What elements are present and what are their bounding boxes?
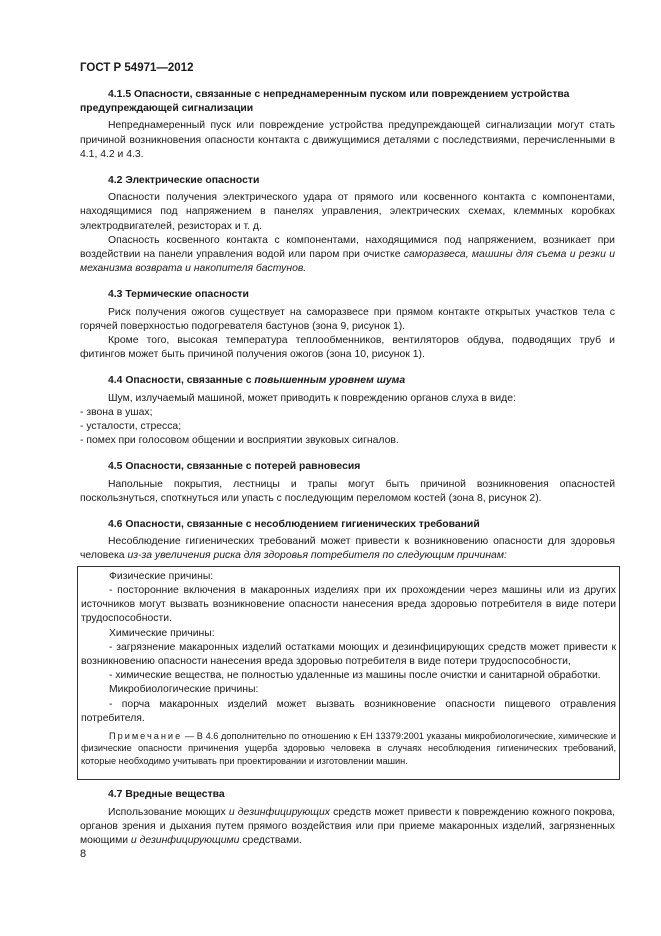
paragraph: - порча макаронных изделий может вызвать возникновение опасности пищевого отравления потребителя. (81, 698, 616, 724)
paragraph: Опасности получения электрического удара от прямого или косвенного контакта с компонентами, находящимися под напряжением в панелях управления, электрических схемах, клеммных коробках электродвигателей, резисторах и т. д. (80, 192, 615, 232)
paragraph: Непреднамеренный пуск или повреждение устройства предупреждающей сигнализации могут стать причиной возникновения опасности контакта с движущимися деталями с последствиями, перечисленными в 4.1, 4.2 и 4.3. (80, 120, 615, 160)
paragraph: Опасность косвенного контакта с компонентами, находящимися под напряжением, возникает при воздействии на панели управления водой или паром при очистке саморазвеса, машины для съема и резки и механизма возврата и накопителя бастунов. (80, 234, 615, 275)
note: Примечание — В 4.6 дополнительно по отношению к ЕН 13379:2001 указаны микробиологические, химические и физические опасности причинения ущерба здоровью человека в случаях несоблюдения гигиенических требований, которые необходимо учитывать при проектировании и изготовлении машин. (81, 730, 616, 766)
box-subheading: Микробиологические причины: (109, 684, 259, 696)
section-heading: 4.5 Опасности, связанные с потерей равновесия (108, 461, 361, 473)
paragraph: Использование моющих и дезинфицирующих средств может привести к повреждению кожного покрова, органов зрения и дыхания путем прямого воздействия или при приеме макаронных изделий, загрязненных моющими и дезинфицирующими средствами. (80, 806, 616, 846)
section-4-1-5 (80, 88, 615, 162)
section-heading: 4.4 Опасности, связанные с повышенным уровнем шума (108, 375, 406, 387)
box-subheading: Физические причины: (109, 570, 214, 582)
note-label: Примечание (109, 730, 183, 741)
section-4-3 (80, 288, 615, 362)
paragraph: - загрязнение макаронных изделий остатками моющих и дезинфицирующих средств может привести к возникновению опасности нанесения вреда здоровью потребителя в виде потери трудоспособности, (81, 641, 616, 667)
hygiene-causes-box (77, 566, 620, 781)
paragraph: - химические вещества, не полностью удаленные из машины после очистки и санитарной обработки. (109, 670, 601, 682)
paragraph: Риск получения ожогов существует на саморазвесе при прямом контакте открытых участков тела с горячей поверхностью подогревателя бастунов (зона 9, рисунок 1). (80, 306, 615, 332)
list-item: - звона в ушах; (80, 406, 153, 418)
section-4-5 (80, 460, 615, 506)
section-4-4 (80, 374, 615, 448)
paragraph: Шум, излучаемый машиной, может приводить к повреждению органов слуха в виде: (108, 392, 516, 404)
list-item: - усталости, стресса; (80, 421, 182, 433)
paragraph: - посторонние включения в макаронных изделиях при их прохождении через машины или из других источников могут вызвать возникновение опасности нанесения вреда здоровью потребителя в виде потери трудоспособности. (81, 584, 616, 625)
section-heading: 4.2 Электрические опасности (108, 175, 260, 187)
box-subheading: Химические причины: (109, 627, 215, 639)
section-heading: 4.7 Вредные вещества (108, 789, 225, 801)
paragraph: Напольные покрытия, лестницы и трапы могут быть причиной возникновения опасностей поскользнуться, споткнуться или упасть с последующим переломом костей (зона 8, рисунок 2). (80, 478, 615, 504)
paragraph: Кроме того, высокая температура теплообменников, вентиляторов обдува, подводящих труб и фитингов может быть причиной получения ожогов (зона 10, рисунок 1). (80, 335, 615, 361)
paragraph: Несоблюдение гигиенических требований может привести к возникновению опасности для здоровья человека из-за увеличения риска для здоровья потребителя по следующим причинам: (80, 536, 615, 562)
section-heading: 4.6 Опасности, связанные с несоблюдением гигиенических требований (108, 519, 480, 531)
section-4-2 (80, 174, 615, 276)
section-4-7 (80, 788, 615, 848)
list-item: - помех при голосовом общении и восприятии звуковых сигналов. (80, 435, 399, 447)
section-heading: 4.1.5 Опасности, связанные с непреднамеренным пуском или повреждением устройства предупреждающей сигнализации (80, 89, 570, 115)
section-heading: 4.3 Термические опасности (108, 289, 249, 301)
document-body (80, 88, 615, 848)
section-4-6 (80, 518, 615, 780)
document-header: ГОСТ Р 54971—2012 (80, 62, 194, 74)
page-number: 8 (80, 848, 87, 860)
